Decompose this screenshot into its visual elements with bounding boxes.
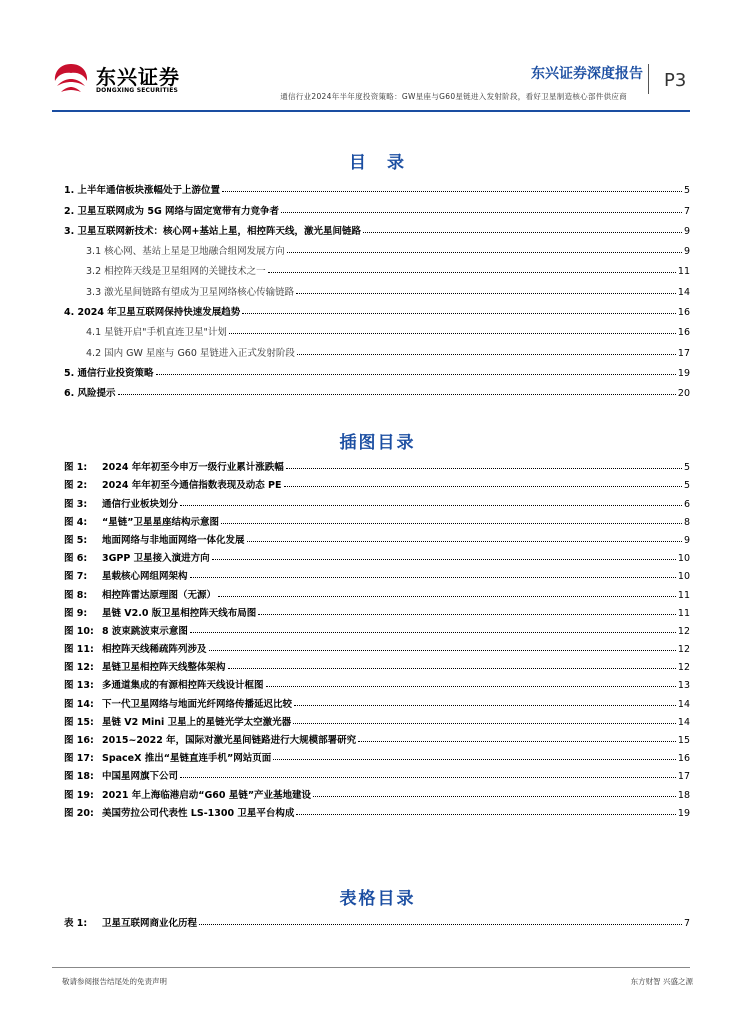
figure-item-label: 中国星网旗下公司 [102, 771, 179, 783]
footer-rule [52, 967, 690, 968]
figure-item[interactable] [64, 655, 690, 673]
figure-item-number: 图 12: [64, 662, 94, 674]
toc-item-label: 5. 通信行业投资策略 [64, 367, 154, 379]
toc-item-page: 17 [677, 347, 690, 359]
toc-leader [286, 467, 682, 469]
header-divider [648, 64, 649, 94]
toc-item[interactable] [64, 359, 690, 379]
figure-item-label: “星链”卫星星座结构示意图 [102, 516, 219, 528]
figure-item-label: 2024 年年初至今通信指数表现及动态 PE [102, 480, 282, 492]
toc-leader [228, 667, 676, 669]
figure-item-number: 图 15: [64, 716, 94, 728]
figure-item-page: 13 [677, 680, 690, 692]
toc-leader [284, 485, 682, 487]
figure-item[interactable] [64, 510, 690, 528]
toc-item[interactable] [64, 217, 690, 237]
toc-item-label: 4.2 国内 GW 星座与 G60 星链进入正式发射阶段 [86, 347, 295, 359]
toc-leader [199, 923, 682, 925]
toc-item[interactable] [64, 257, 690, 277]
figure-item-page: 11 [677, 607, 690, 619]
toc-leader [363, 231, 682, 233]
table-item-page: 7 [683, 918, 690, 930]
footer-slogan: 东方财智 兴盛之源 [630, 977, 693, 986]
report-subtitle: 通信行业2024年半年度投资策略：GW星座与G60星链进入发射阶段，看好卫星制造核心部件供应商 [280, 92, 627, 101]
toc-leader [281, 211, 682, 213]
figure-item[interactable] [64, 546, 690, 564]
toc-item-page: 16 [677, 307, 690, 319]
figure-item-label: 下一代卫星网络与地面光纤网络传播延迟比较 [102, 698, 293, 710]
figure-item-page: 6 [683, 498, 690, 510]
toc-leader [190, 631, 676, 633]
toc-leader [294, 704, 676, 706]
toc-leader [212, 558, 676, 560]
figure-item-number: 图 2: [64, 480, 88, 492]
toc-leader [247, 540, 682, 542]
figure-item-label: SpaceX 推出“星链直连手机”网站页面 [102, 753, 272, 765]
header-rule [52, 110, 690, 112]
logo-mark-icon [52, 62, 90, 96]
figure-item-page: 10 [677, 553, 690, 565]
toc-leader [296, 292, 676, 294]
figure-item-number: 图 17: [64, 753, 94, 765]
toc-leader [209, 649, 676, 651]
figure-item-page: 19 [677, 807, 690, 819]
figure-item[interactable] [64, 491, 690, 509]
figure-item-label: 3GPP 卫星接入演进方向 [102, 553, 210, 565]
toc-leader [266, 685, 676, 687]
toc-item-page: 20 [677, 388, 690, 400]
toc-leader [313, 795, 676, 797]
figure-item-label: 星载核心网组网架构 [102, 571, 188, 583]
figure-item-number: 图 10: [64, 625, 94, 637]
toc-item-page: 9 [683, 246, 690, 258]
figure-item-number: 图 19: [64, 789, 94, 801]
figure-item[interactable] [64, 801, 690, 819]
figure-item-label: 美国劳拉公司代表性 LS-1300 卫星平台构成 [102, 807, 295, 819]
toc-item-page: 19 [677, 367, 690, 379]
toc-leader [180, 504, 682, 506]
toc-leader [156, 373, 676, 375]
toc-leader [118, 393, 676, 395]
figure-item-page: 14 [677, 698, 690, 710]
toc-item-page: 11 [677, 266, 690, 278]
figure-item-label: 相控阵雷达原理图（无源） [102, 589, 217, 601]
report-title: 东兴证券深度报告 [531, 66, 643, 82]
figure-item-number: 图 3: [64, 498, 88, 510]
page-number: P3 [664, 70, 687, 91]
toc-item-label: 3.2 相控阵天线是卫星组网的关键技术之一 [86, 266, 266, 278]
figure-item-page: 18 [677, 789, 690, 801]
toc-leader [268, 271, 676, 273]
toc-leader [242, 312, 676, 314]
figure-item-label: 星链 V2.0 版卫星相控阵天线布局图 [102, 607, 257, 619]
toc-item-label: 3.3 激光星间链路有望成为卫星网络核心传输链路 [86, 286, 295, 298]
toc-item[interactable] [64, 338, 690, 358]
figure-item[interactable] [64, 473, 690, 491]
figure-item-page: 8 [683, 516, 690, 528]
figure-item[interactable] [64, 601, 690, 619]
company-logo [52, 58, 182, 104]
toc-item-page: 16 [677, 327, 690, 339]
toc-item[interactable] [64, 318, 690, 338]
toc-item-label: 6. 风险提示 [64, 388, 116, 400]
table-item[interactable] [64, 911, 690, 929]
toc-leader [258, 613, 676, 615]
toc-item[interactable] [64, 237, 690, 257]
figure-item-label: 多通道集成的有源相控阵天线设计框图 [102, 680, 264, 692]
toc-item[interactable] [64, 176, 690, 196]
figure-item[interactable] [64, 582, 690, 600]
figure-item-label: 星链 V2 Mini 卫星上的星链光学太空激光器 [102, 716, 292, 728]
figure-item[interactable] [64, 782, 690, 800]
figure-item-page: 10 [677, 571, 690, 583]
figure-item[interactable] [64, 455, 690, 473]
figure-item-label: 2015~2022 年，国际对激光星间链路进行大规模部署研究 [102, 735, 357, 746]
toc-item-page: 7 [683, 205, 690, 217]
logo-en-text: DONGXING SECURITIES [96, 87, 179, 94]
figure-item[interactable] [64, 673, 690, 691]
figure-item[interactable] [64, 528, 690, 546]
figure-item-label: 通信行业板块划分 [102, 498, 179, 510]
figure-item-number: 图 7: [64, 571, 88, 583]
figure-item-page: 12 [677, 644, 690, 656]
figure-item-page: 5 [683, 462, 690, 474]
toc-item-label: 3. 卫星互联网新技术：核心网+基站上星，相控阵天线，激光星间链路 [64, 225, 361, 237]
figure-item-page: 12 [677, 662, 690, 674]
figure-item-number: 图 8: [64, 589, 88, 601]
toc-leader [358, 740, 676, 742]
figure-item-number: 图 9: [64, 607, 88, 619]
figure-item[interactable] [64, 691, 690, 709]
figure-item-label: 2024 年年初至今申万一级行业累计涨跌幅 [102, 462, 284, 474]
figure-item-number: 图 18: [64, 771, 94, 783]
figure-item[interactable] [64, 764, 690, 782]
toc-title: 目 录 [349, 153, 406, 173]
toc-item-label: 2. 卫星互联网成为 5G 网络与固定宽带有力竞争者 [64, 205, 280, 217]
figure-item[interactable] [64, 619, 690, 637]
toc-leader [218, 595, 676, 597]
figures-title: 插图目录 [339, 433, 416, 453]
figure-item-page: 17 [677, 771, 690, 783]
figure-item-label: 星链卫星相控阵天线整体架构 [102, 662, 226, 674]
figure-item-page: 16 [677, 753, 690, 765]
toc-item-page: 9 [683, 225, 690, 237]
figure-item-number: 图 13: [64, 680, 94, 692]
logo-cn-text: 东兴证券 [96, 65, 180, 89]
toc-item[interactable] [64, 196, 690, 216]
figure-item-label: 8 波束跳波束示意图 [102, 625, 188, 637]
toc-item[interactable] [64, 298, 690, 318]
tables-list [64, 911, 690, 929]
toc-leader [293, 722, 676, 724]
toc-leader [229, 332, 676, 334]
figure-item-page: 12 [677, 625, 690, 637]
toc-item-label: 4. 2024 年卫星互联网保持快速发展趋势 [64, 307, 241, 319]
toc-leader [296, 813, 676, 815]
figure-item-page: 5 [683, 480, 690, 492]
figure-item-page: 9 [683, 534, 690, 546]
table-item-number: 表 1: [64, 918, 88, 930]
figure-item-page: 15 [677, 735, 690, 746]
toc-leader [221, 522, 682, 524]
toc-leader [297, 353, 676, 355]
figure-item[interactable] [64, 746, 690, 764]
figure-item-label: 相控阵天线稀疏阵列涉及 [102, 644, 207, 656]
figure-item-number: 图 6: [64, 553, 88, 565]
table-item-label: 卫星互联网商业化历程 [102, 918, 198, 930]
figure-item-number: 图 4: [64, 516, 88, 528]
toc-item-page: 5 [683, 185, 690, 197]
toc-leader [190, 576, 676, 578]
figure-item-number: 图 16: [64, 735, 94, 746]
figure-item[interactable] [64, 564, 690, 582]
footer-disclaimer: 敬请参阅报告结尾处的免责声明 [62, 977, 167, 986]
toc-leader [222, 190, 682, 192]
toc-list [64, 176, 690, 399]
toc-leader [287, 251, 682, 253]
figure-item-page: 14 [677, 716, 690, 728]
figure-item-number: 图 11: [64, 644, 94, 656]
figures-list [64, 455, 690, 819]
figure-item[interactable] [64, 637, 690, 655]
toc-item-label: 4.1 星链开启"手机直连卫星"计划 [86, 327, 227, 339]
figure-item-number: 图 5: [64, 534, 88, 546]
toc-leader [273, 758, 676, 760]
figure-item-label: 地面网络与非地面网络一体化发展 [102, 534, 245, 546]
figure-item-number: 图 14: [64, 698, 94, 710]
toc-item-page: 14 [677, 286, 690, 298]
figure-item[interactable] [64, 710, 690, 728]
toc-item-label: 3.1 核心网、基站上星是卫地融合组网发展方向 [86, 246, 285, 258]
tables-title: 表格目录 [339, 889, 416, 909]
toc-item[interactable] [64, 379, 690, 399]
figure-item[interactable] [64, 728, 690, 746]
figure-item-number: 图 1: [64, 462, 88, 474]
toc-item[interactable] [64, 277, 690, 297]
figure-item-page: 11 [677, 589, 690, 601]
toc-leader [180, 776, 676, 778]
figure-item-label: 2021 年上海临港启动“G60 星链”产业基地建设 [102, 789, 312, 801]
figure-item-number: 图 20: [64, 807, 94, 819]
toc-item-label: 1. 上半年通信板块涨幅处于上游位置 [64, 185, 221, 197]
